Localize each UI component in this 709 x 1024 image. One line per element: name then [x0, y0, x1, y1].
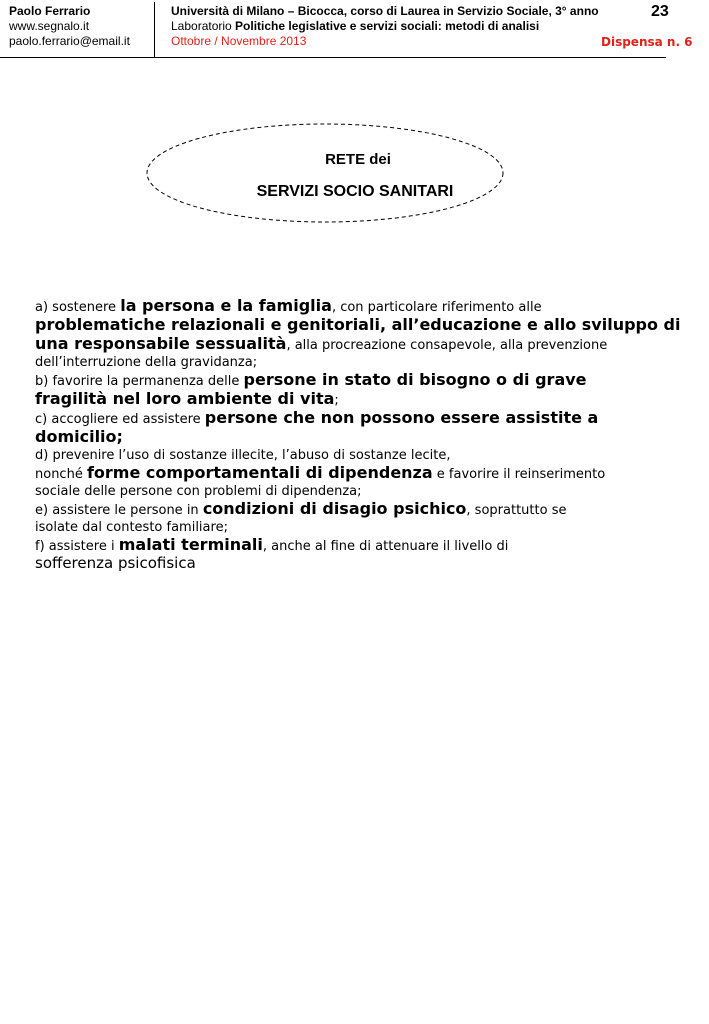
author-email: paolo.ferrario@email.it — [9, 34, 130, 48]
item-d-line2: nonché forme comportamentali di dipendenza e favorire il reinserimento — [35, 463, 606, 482]
author-name: Paolo Ferrario — [9, 4, 91, 18]
item-a-line3: una responsabile sessualità, alla procreazione consapevole, alla prevenzione — [35, 334, 608, 353]
lab-title: Politiche legislative e servizi sociali: metodi di analisi — [235, 19, 540, 33]
item-b-line1: b) favorire la permanenza delle persone in stato di bisogno o di grave — [35, 370, 587, 389]
item-f-line1: f) assistere i malati terminali, anche al fine di attenuare il livello di — [35, 535, 509, 554]
body-text — [35, 297, 695, 572]
item-a-line1: a) sostenere la persona e la famiglia, con particolare riferimento alle — [35, 296, 542, 315]
ellipse-title-line2: SERVIZI SOCIO SANITARI — [256, 183, 454, 200]
author-block — [9, 4, 130, 49]
item-b-line2: fragilità nel loro ambiente di vita; — [35, 389, 339, 408]
item-a-line4: dell’interruzione della gravidanza; — [35, 355, 258, 370]
item-a-line2: problematiche relazionali e genitoriali, all’educazione e allo sviluppo di — [35, 315, 681, 334]
course-line: Università di Milano – Bicocca, corso di Laurea in Servizio Sociale, 3° anno — [171, 4, 599, 18]
header-divider-horizontal — [0, 57, 666, 58]
ellipse-title-line1: RETE dei — [325, 151, 391, 168]
dispensa-label: Dispensa n. 6 — [601, 35, 693, 49]
item-c-line1: c) accogliere ed assistere persone che non possono essere assistite a — [35, 408, 599, 427]
dashed-ellipse — [143, 120, 507, 226]
course-block — [171, 4, 599, 49]
item-e-line2: isolate dal contesto familiare; — [35, 520, 228, 535]
author-site: www.segnalo.it — [9, 19, 90, 33]
item-d-line3: sociale delle persone con problemi di dipendenza; — [35, 484, 362, 499]
period: Ottobre / Novembre 2013 — [171, 34, 307, 48]
item-c-line2: domicilio; — [35, 427, 123, 446]
lab-prefix: Laboratorio — [171, 19, 236, 33]
item-d-line1: d) prevenire l’uso di sostanze illecite, l’abuso di sostanze lecite, — [35, 448, 451, 463]
page-number: 23 — [651, 3, 669, 20]
item-f-line2: sofferenza psicofisica — [35, 554, 196, 572]
item-e-line1: e) assistere le persone in condizioni di disagio psichico, soprattutto se — [35, 499, 567, 518]
header-divider-vertical — [154, 2, 155, 57]
lab-line — [171, 19, 599, 34]
